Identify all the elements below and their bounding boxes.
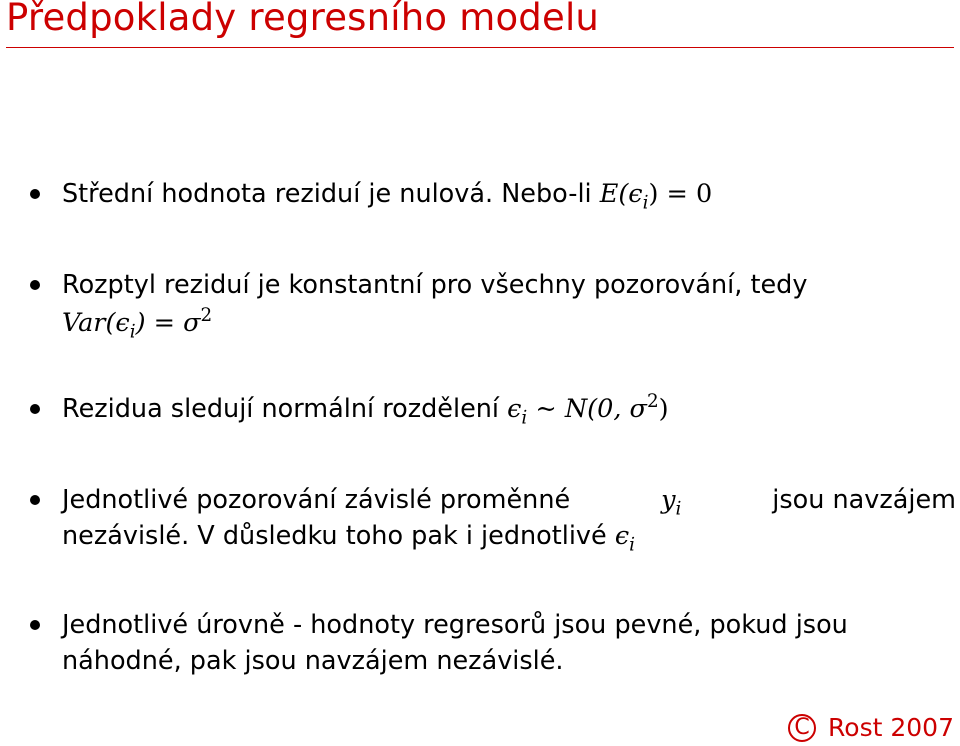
copyright-icon: C [788,714,816,742]
bullet-5-line-2 [62,643,564,679]
bullet-3-text [62,391,669,427]
bullet-marker [30,404,40,414]
bullet-5-text-cont: náhodné, pak jsou navzájem nezávislé. [62,646,564,676]
bullet-2-formula-line [62,305,212,341]
bullet-4-text-start: Jednotlivé pozorování závislé proměnné [62,485,571,515]
residual-symbol: $\epsilon_i$ [614,521,635,556]
bullet-5-line-1 [62,607,848,643]
bullet-1-text [62,176,712,212]
bullet-4-line-1 [62,482,956,518]
bullet-3-label: Rezidua sledují normální rozdělení [62,394,508,424]
bullet-5-text-start: Jednotlivé úrovně - hodnoty regresorů jsou pevné, pokud jsou [62,610,848,640]
bullet-marker [30,189,40,199]
footer-author-year: Rost 2007 [828,713,954,742]
bullet-marker [30,620,40,630]
normal-distribution-formula: $\epsilon_i$ ∼ N(0, $\sigma^2$) [507,390,669,429]
variance-formula: $Var(\epsilon_i) = \sigma^2$ [62,304,213,343]
title-underline [6,47,954,48]
slide-footer [788,713,954,742]
bullet-marker [30,280,40,290]
bullet-marker [30,495,40,505]
bullet-4-line-2 [62,518,635,554]
dependent-variable: $y_i$ [661,485,682,520]
bullet-4-text-cont: nezávislé. V důsledku toho pak i jednotlivé [62,521,615,551]
bullet-2-text [62,267,807,303]
bullet-4-text-end: jsou navzájem [772,485,956,515]
expectation-formula: $E(\epsilon_i) = 0$ [599,179,713,214]
bullet-2-label: Rozptyl reziduí je konstantní pro všechny pozorování, tedy [62,270,808,300]
slide-title: Předpoklady regresního modelu [6,0,600,39]
bullet-1-label: Střední hodnota reziduí je nulová. Nebo-li [62,179,600,209]
